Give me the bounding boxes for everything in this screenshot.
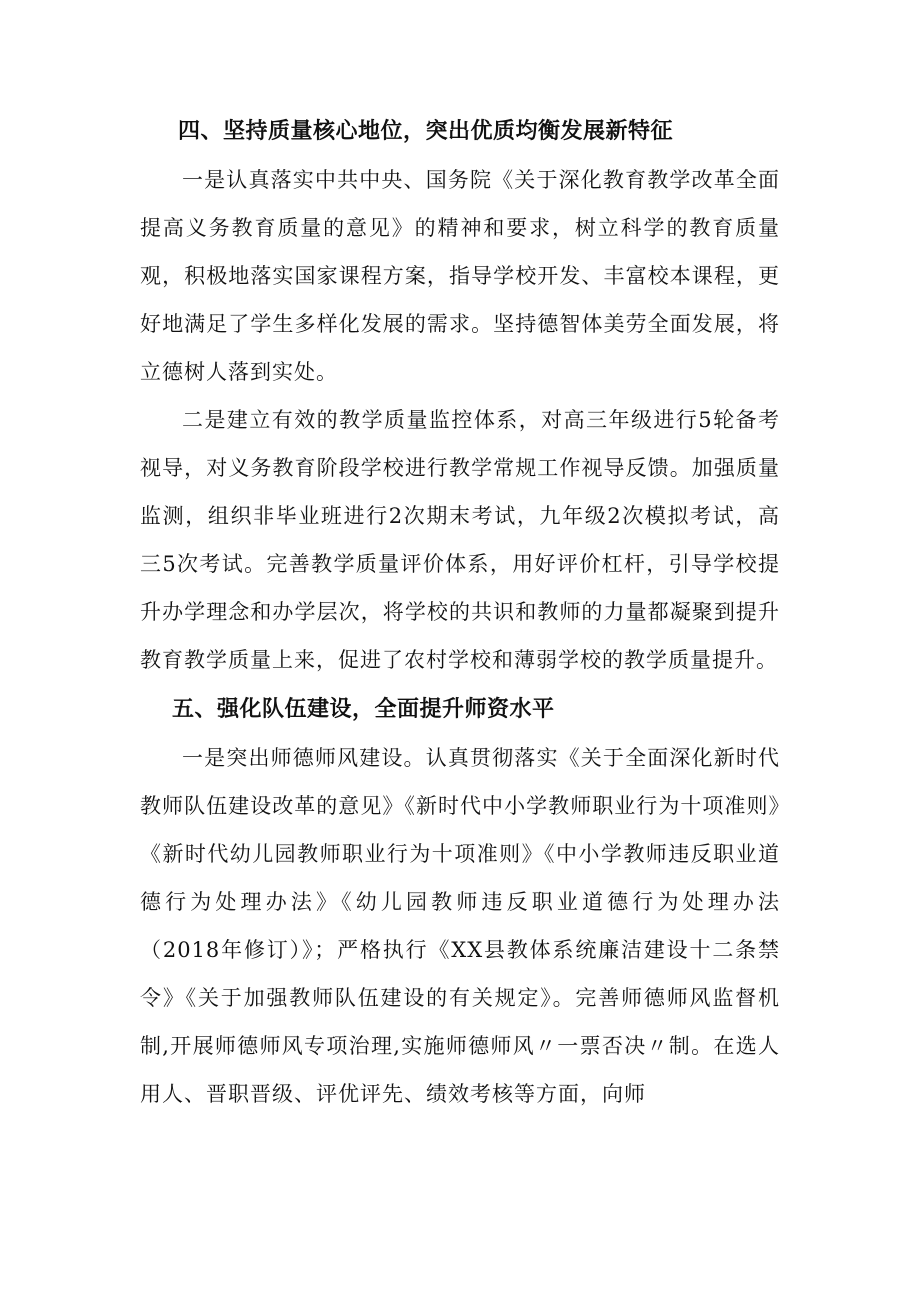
paragraph: 一是突出师德师风建设。认真贯彻落实《关于全面深化新时代教师队伍建设改革的意见》《新时代中小学教师职业行为十项准则》《新时代幼儿园教师职业行为十项准则》《中小学教师违反职业道德行为处理办法》《幼儿园教师违反职业道德行为处理办法（2018年修订）》；严格执行《XX县教体系统廉洁建设十二条禁令》《关于加强教师队伍建设的有关规定》。完善师德师风监督机制,开展师德师风专项治理,实施师德师风〃一票否决〃制。在选人用人、晋职晋级、评优评先、绩效考核等方面，向师 bbox=[140, 746, 780, 1106]
section-heading-4: 四、坚持质量核心地位，突出优质均衡发展新特征 bbox=[178, 119, 674, 144]
section-heading-5: 五、强化队伍建设，全面提升师资水平 bbox=[172, 697, 555, 722]
document-page bbox=[140, 108, 780, 1118]
paragraph: 二是建立有效的教学质量监控体系，对高三年级进行5轮备考视导，对义务教育阶段学校进行教学常规工作视导反馈。加强质量监测，组织非毕业班进行2次期末考试，九年级2次模拟考试，高三5次考试。完善教学质量评价体系，用好评价杠杆，引导学校提升办学理念和办学层次，将学校的共识和教师的力量都凝聚到提升教育教学质量上来，促进了农村学校和薄弱学校的教学质量提升。 bbox=[140, 408, 780, 672]
paragraph: 一是认真落实中共中央、国务院《关于深化教育教学改革全面提高义务教育质量的意见》的精神和要求，树立科学的教育质量观，积极地落实国家课程方案，指导学校开发、丰富校本课程，更好地满足了学生多样化发展的需求。坚持德智体美劳全面发展，将立德树人落到实处。 bbox=[140, 168, 780, 384]
